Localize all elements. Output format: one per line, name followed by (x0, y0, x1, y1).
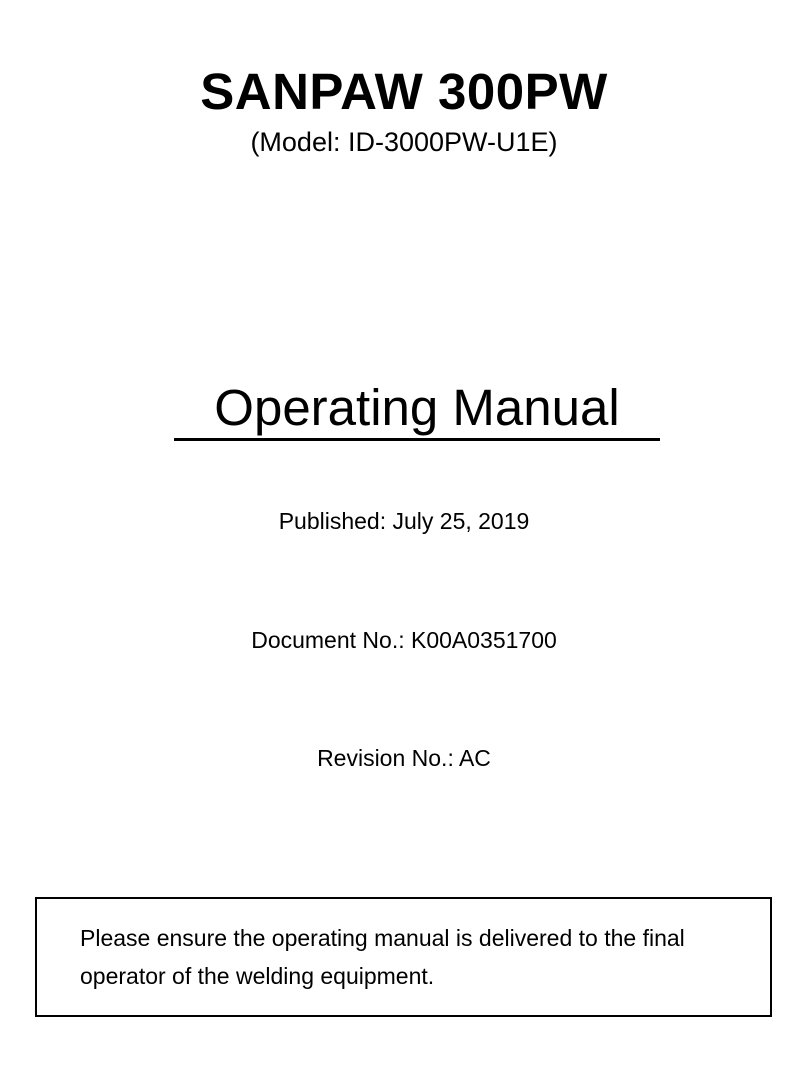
model-number: (Model: ID-3000PW-U1E) (250, 127, 558, 157)
revision-number: Revision No.: AC (317, 745, 491, 771)
notice-text: Please ensure the operating manual is delivered to the final operator of the welding equipment. (80, 925, 685, 989)
document-number: Document No.: K00A0351700 (251, 627, 557, 653)
manual-title: Operating Manual (174, 378, 660, 441)
product-title: SANPAW 300PW (200, 63, 608, 120)
published-date: Published: July 25, 2019 (278, 508, 530, 534)
notice-box (35, 897, 772, 1017)
